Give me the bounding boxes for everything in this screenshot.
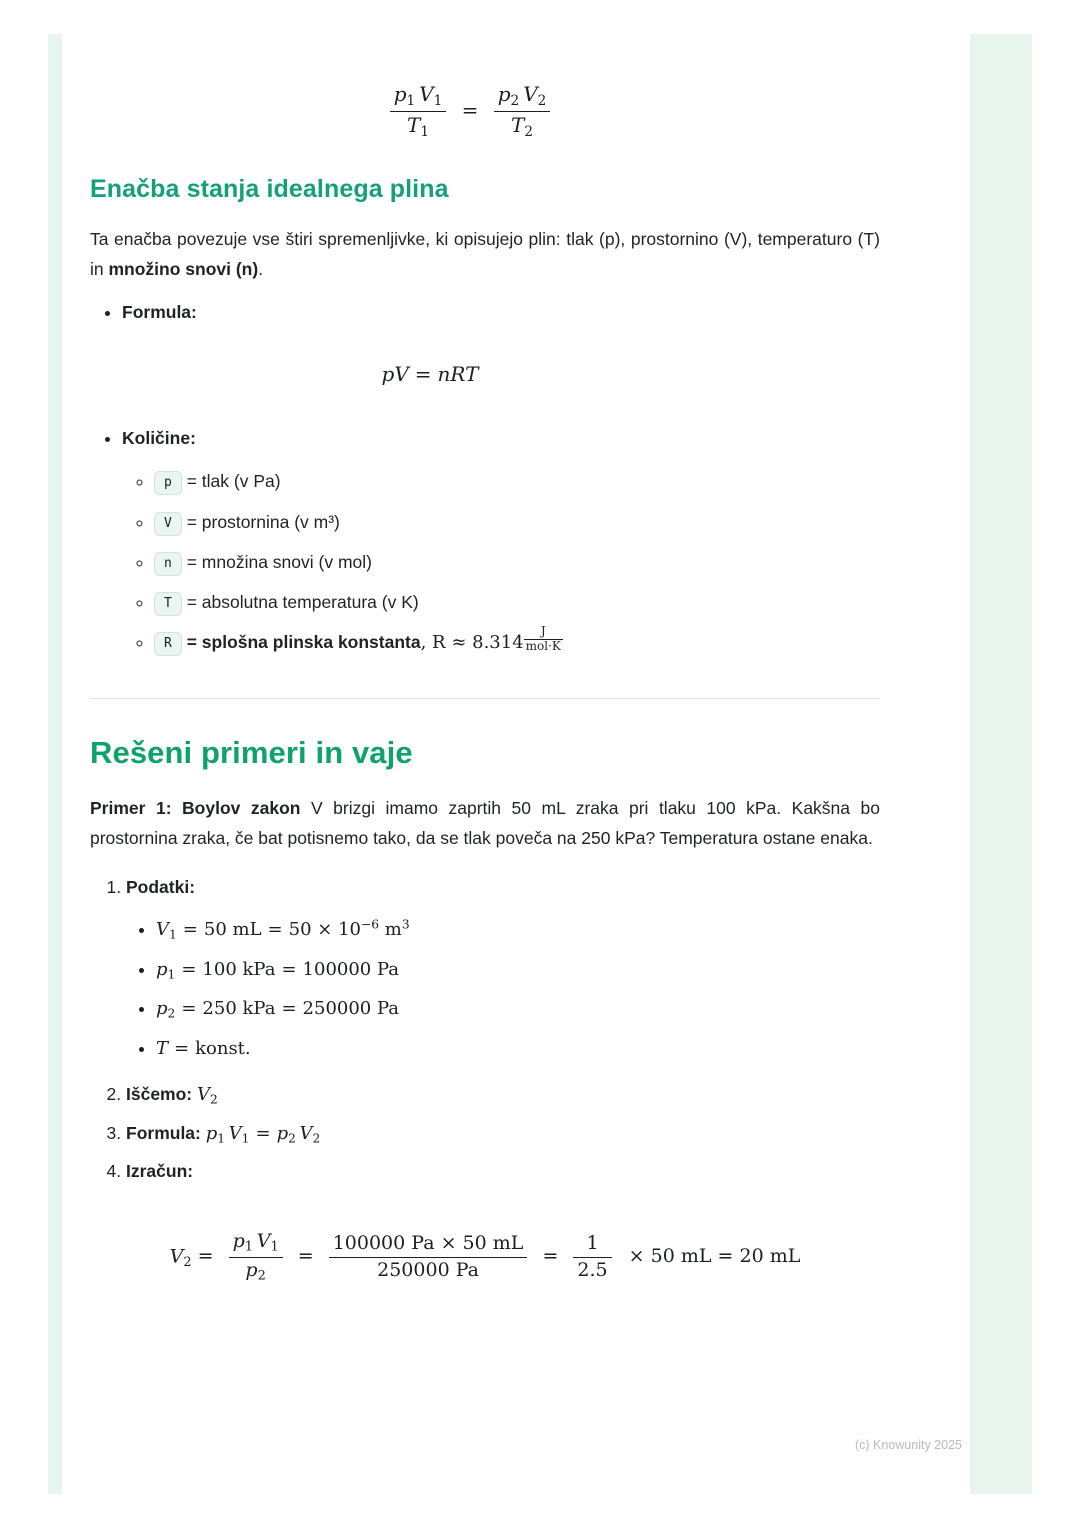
equals-sign: = xyxy=(461,97,479,122)
step-label-iscemo: Iščemo: xyxy=(126,1084,193,1105)
iscemo-value: $V_2$ xyxy=(197,1084,218,1107)
podatek-p1: • $p_1 = 100$ kPa = 100000 Pa xyxy=(156,950,880,990)
symbol-chip-r: R xyxy=(154,632,182,656)
copyright-footer: (c) Knowunity 2025 xyxy=(854,1438,962,1452)
podatki-list xyxy=(126,910,880,1068)
solution-steps-list xyxy=(90,871,880,1188)
quantities-label: Količine: xyxy=(122,427,196,448)
gas-constant-unit xyxy=(524,625,563,654)
symbol-chip-p: p xyxy=(154,471,182,495)
quantity-desc-p: = tlak (v Pa) xyxy=(186,471,281,492)
formula-value: $p_1$ $V_1 = p_2$ $V_2$ xyxy=(205,1122,321,1146)
quantity-item-v xyxy=(154,502,880,542)
quantity-desc-v: = prostornina (v m³) xyxy=(186,511,340,532)
section-divider xyxy=(90,698,880,699)
step-label-formula: Formula: xyxy=(126,1122,201,1143)
formula-right-fraction: $\frac{p_2 V_2}{T_2}$ xyxy=(494,82,551,141)
quantity-desc-r-bold: = splošna plinska konstanta xyxy=(186,632,421,653)
formula-bullet-list xyxy=(90,298,880,328)
formula-bullet xyxy=(122,298,880,328)
quantities-sublist xyxy=(122,461,880,663)
unit-denominator: mol·K xyxy=(525,639,561,654)
quantity-desc-t: = absolutna temperatura (v K) xyxy=(186,592,419,612)
symbol-chip-n: n xyxy=(154,552,182,576)
example-text: V brizgi imamo zaprtih 50 mL zraka pri tlaku 100 kPa. Kakšna bo prostornina zraka, če bat potisnemo tako, da se tlak poveča na 250 kPa? Temperatura ostane enaka. xyxy=(90,797,880,848)
calc-numerator-3: 1 xyxy=(573,1232,611,1258)
document-page xyxy=(48,34,1032,1494)
left-accent-bar xyxy=(48,34,62,1494)
step-podatki xyxy=(126,871,880,1069)
section-heading-ideal-gas: Enačba stanja idealnega plina xyxy=(90,174,449,203)
podatek-t: • T = konst. xyxy=(156,1029,880,1069)
calc-fraction-3 xyxy=(573,1232,611,1283)
final-calculation: $V_2$ = $\frac{p_1 V_1}{p_2}$ = $\frac{100000 Pa \times 50 mL}{250000 Pa}$ = $\frac{1}{2.5}$ × 50 mL = 20 mL xyxy=(169,1230,801,1284)
calc-denominator-3: 2.5 xyxy=(577,1258,608,1281)
quantity-item-r xyxy=(154,622,880,663)
step-label-podatki: Podatki: xyxy=(126,876,196,897)
step-izracun xyxy=(126,1155,880,1188)
formula-label: Formula: xyxy=(122,301,197,322)
calc-tail: × 50 mL = 20 mL xyxy=(628,1245,801,1268)
podatek-p2: • $p_2 = 250$ kPa = 250000 Pa xyxy=(156,989,880,1029)
formula-left-fraction: $\frac{p_1 V_1}{T_1}$ xyxy=(390,82,447,141)
calc-fraction-2 xyxy=(329,1232,528,1283)
unit-numerator: J xyxy=(524,625,563,640)
quantity-desc-n: = množina snovi (v mol) xyxy=(186,551,372,572)
quantity-item-n xyxy=(154,542,880,582)
quantities-bullet-list xyxy=(90,424,880,664)
quantities-bullet xyxy=(122,424,880,664)
quantity-item-t xyxy=(154,582,880,622)
step-formula xyxy=(126,1117,880,1151)
section-heading-examples: Rešeni primeri in vaje xyxy=(90,734,413,770)
podatek-v1: • $V_1 = 50$ mL = $50 \times 10^{-6}$ $m^3$ xyxy=(156,910,880,950)
combined-gas-law-formula xyxy=(60,82,880,141)
ideal-gas-paragraph xyxy=(90,224,880,284)
paragraph-text-part1: Ta enačba povezuje vse štiri spremenljivke, ki opisujejo plin: tlak (p), prostornino (V), temperaturo (T) in xyxy=(90,228,880,279)
quantity-desc-r-rest: , R ≈ 8.314 xyxy=(420,632,524,654)
quantity-item-p xyxy=(154,461,880,501)
calc-numerator-2: 100000 Pa × 50 mL xyxy=(329,1232,528,1258)
example-title: Primer 1: Boylov zakon xyxy=(90,797,301,818)
symbol-chip-t: T xyxy=(154,592,182,616)
document-content xyxy=(90,34,880,1494)
step-label-izracun: Izračun: xyxy=(126,1160,194,1181)
calc-denominator-2: 250000 Pa xyxy=(377,1258,479,1281)
step-iscemo xyxy=(126,1078,880,1112)
paragraph-text-part2: . xyxy=(258,258,264,279)
example-paragraph xyxy=(90,793,880,853)
symbol-chip-v: V xyxy=(154,512,182,536)
calc-fraction-1: $\frac{p_1 V_1}{p_2}$ xyxy=(229,1230,283,1285)
ideal-gas-equation: pV = nRT xyxy=(381,361,479,386)
right-accent-band xyxy=(970,34,1032,1494)
paragraph-bold-term: množino snovi (n) xyxy=(108,258,259,279)
